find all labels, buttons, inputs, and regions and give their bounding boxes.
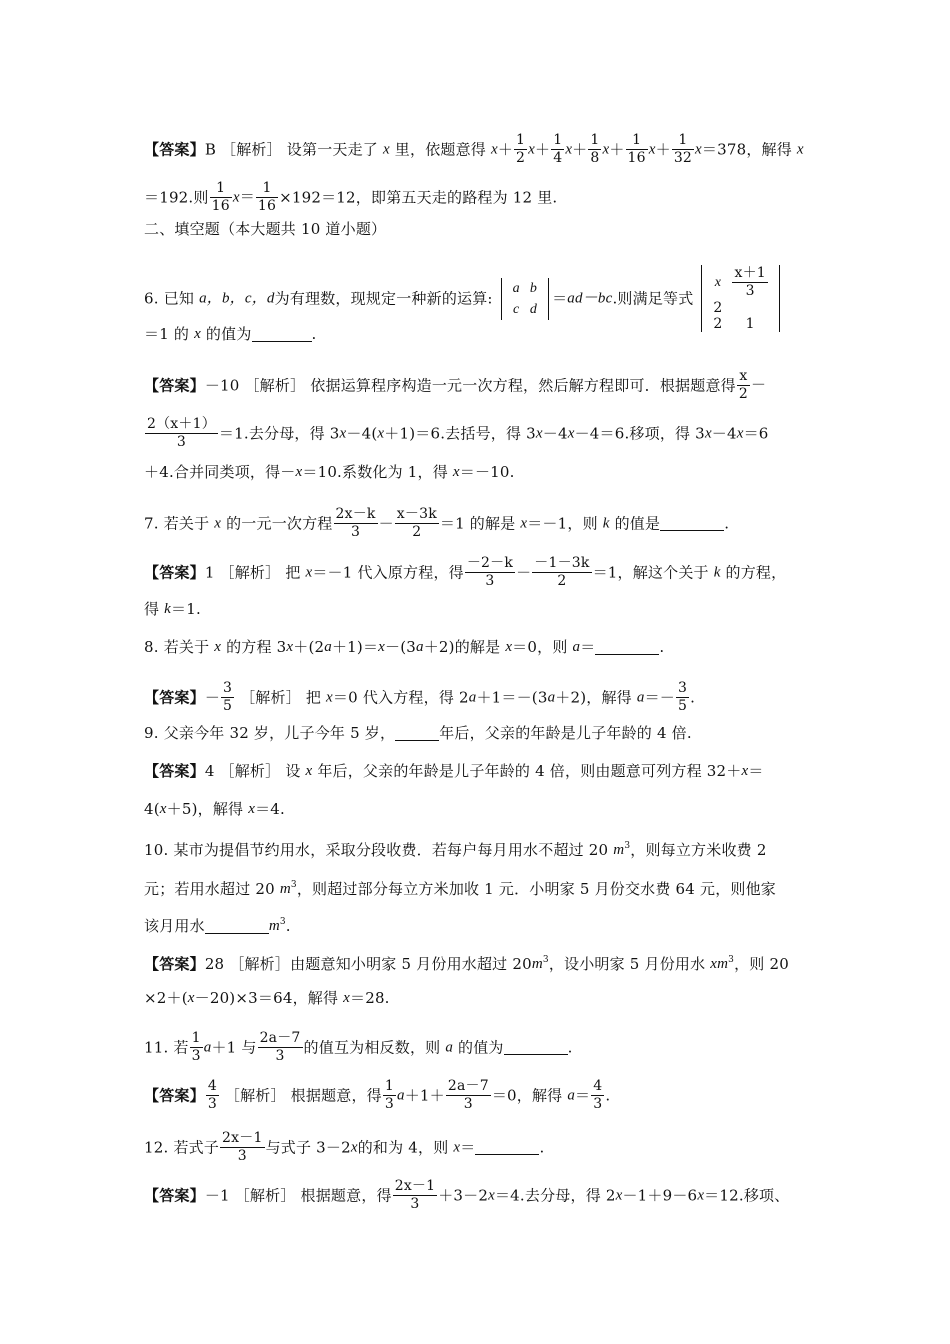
fraction: $\frac{2a-7}{3}$ <box>447 1078 489 1112</box>
section-heading: 二、填空题（本大题共 10 道小题） <box>144 220 387 238</box>
fraction: $\frac{1}{16}$ <box>627 132 646 166</box>
fraction: $\frac{1}{4}$ <box>553 132 563 166</box>
question-10-line-1: 10. 某市为提倡节约用水，采取分段收费．若每户每月用水不超过 20 $m^3$，则每立方米收费 2 <box>144 841 767 859</box>
answer-6-line-3: ＋4.合并同类项，得－x＝10.系数化为 1，得 x＝－10. <box>144 463 515 481</box>
fraction: $\frac{3}{5}$ <box>223 680 233 714</box>
fraction: $\frac{x}{2}$ <box>738 368 748 402</box>
fraction: $\frac{-2-k}{3}$ <box>466 555 514 589</box>
question-9: 9. 父亲今年 32 岁，儿子今年 5 岁， 年后，父亲的年龄是儿子年龄的 4 倍. <box>144 724 692 742</box>
fraction: $\frac{1}{8}$ <box>590 132 600 166</box>
fraction: $\frac{2x-k}{3}$ <box>335 506 376 540</box>
answer-5-line-2: ＝192.则 $\frac{1}{16}$ x＝ $\frac{1}{16}$ ×192＝12，即第五天走的路程为 12 里. <box>144 180 558 214</box>
fraction: $\frac{4}{3}$ <box>207 1078 217 1112</box>
question-11: 11. 若 $\frac{1}{3}$ a＋1 与 $\frac{2a-7}{3}$ 的值互为相反数，则 a 的值为 . <box>144 1030 573 1064</box>
fraction: $\frac{1}{16}$ <box>257 180 277 214</box>
answer-blank[interactable] <box>504 1040 568 1055</box>
answer-5-line-1: 【答案】B ［解析］ 设第一天走了 x 里，依题意得 x＋ $\frac{1}{2}$ x＋ $\frac{1}{4}$ x＋ $\frac{1}{8}$ x＋ $\frac{1}{16}$ x＋ $\frac{1}{32}$ x＝378，解得 x <box>144 132 804 166</box>
answer-blank[interactable] <box>475 1140 539 1155</box>
answer-blank[interactable] <box>660 516 724 531</box>
fraction: $\frac{1}{3}$ <box>191 1030 201 1064</box>
determinant-equation: x $\frac{x+1}{3}$ 2 2 1 <box>701 265 780 332</box>
answer-9-line-1: 【答案】4 ［解析］ 设 x 年后，父亲的年龄是儿子年龄的 4 倍，则由题意可列方程 32＋x＝ <box>144 762 764 780</box>
answer-blank[interactable] <box>252 327 312 342</box>
fraction: $\frac{2(x+1)}{3}$ <box>147 416 216 450</box>
answer-9-line-2: 4(x＋5)，解得 x＝4. <box>144 800 286 818</box>
question-8: 8. 若关于 x 的方程 3x＋(2a＋1)＝x－(3a＋2)的解是 x＝0，则 a＝ . <box>144 638 665 656</box>
fraction: $\frac{1}{3}$ <box>384 1078 394 1112</box>
answer-11: 【答案】 $\frac{4}{3}$ ［解析］ 根据题意，得 $\frac{1}{3}$ a＋1＋ $\frac{2a-7}{3}$ ＝0，解得 a＝ $\frac{4}{3}$ . <box>144 1078 611 1112</box>
answer-12: 【答案】－1 ［解析］ 根据题意，得 $\frac{2x-1}{3}$ ＋3－2x＝4.去分母，得 2x－1＋9－6x＝12.移项、 <box>144 1178 790 1212</box>
fraction: $\frac{2a-7}{3}$ <box>259 1030 301 1064</box>
fraction: $\frac{1}{16}$ <box>211 180 230 214</box>
question-10-line-2: 元；若用水超过 20 $m^3$，则超过部分每立方米加收 1 元．小明家 5 月份交水费 64 元，则他家 <box>144 880 776 898</box>
answer-7-line-1: 【答案】1 ［解析］ 把 x＝－1 代入原方程，得 $\frac{-2-k}{3}$ － $\frac{-1-3k}{2}$ ＝1，解这个关于 k 的方程， <box>144 555 787 589</box>
answer-tag: 【答案】 <box>144 140 205 159</box>
fraction: $\frac{1}{2}$ <box>516 132 526 166</box>
question-6-line-1: 6. 已知 a，b，c，d为有理数，现规定一种新的运算: a b c d ＝ad－bc.则满足等式 x $\frac{x+1}{3}$ 2 2 1 <box>144 265 783 332</box>
answer-10-line-2: ×2＋(x－20)×3＝64，解得 x＝28. <box>144 989 390 1007</box>
fraction: $\frac{2x-1}{3}$ <box>222 1130 263 1164</box>
question-6-line-2: ＝1 的 x 的值为 . <box>144 325 317 343</box>
answer-7-line-2: 得 k＝1. <box>144 600 201 618</box>
fraction: $\frac{3}{5}$ <box>677 680 688 714</box>
question-7: 7. 若关于 x 的一元一次方程 $\frac{2x-k}{3}$ － $\frac{x-3k}{2}$ ＝1 的解是 x＝－1，则 k 的值是 . <box>144 506 730 540</box>
determinant-definition: a b c d <box>501 278 549 320</box>
answer-blank[interactable] <box>595 640 659 655</box>
fraction: $\frac{2x-1}{3}$ <box>394 1178 436 1212</box>
question-10-line-3: 该月用水 $m^3$. <box>144 917 291 935</box>
answer-8: 【答案】－ $\frac{3}{5}$ ［解析］ 把 x＝0 代入方程，得 2a＋1＝－(3a＋2)，解得 a＝－ $\frac{3}{5}$ . <box>144 680 696 714</box>
answer-blank[interactable] <box>395 726 439 741</box>
fraction: $\frac{4}{3}$ <box>593 1078 603 1112</box>
question-12: 12. 若式子 $\frac{2x-1}{3}$ 与式子 3－2x的和为 4，则 x＝ . <box>144 1130 545 1164</box>
fraction: $\frac{-1-3k}{2}$ <box>534 555 590 589</box>
fraction: $\frac{x-3k}{2}$ <box>396 506 437 540</box>
fraction: $\frac{1}{32}$ <box>673 132 693 166</box>
answer-6-line-1: 【答案】－10 ［解析］ 依据运算程序构造一元一次方程，然后解方程即可．根据题意得 $\frac{x}{2}$ － <box>144 368 767 402</box>
answer-6-line-2: $\frac{2(x+1)}{3}$ ＝1.去分母，得 3x－4(x＋1)＝6.去括号，得 3x－4x－4＝6.移项，得 3x－4x＝6 <box>147 416 769 450</box>
answer-blank[interactable] <box>205 919 269 934</box>
answer-10-line-1: 【答案】28 ［解析］由题意知小明家 5 月份用水超过 $20m^3$，设小明家 5 月份用水 $xm^3$，则 20 <box>144 955 789 973</box>
